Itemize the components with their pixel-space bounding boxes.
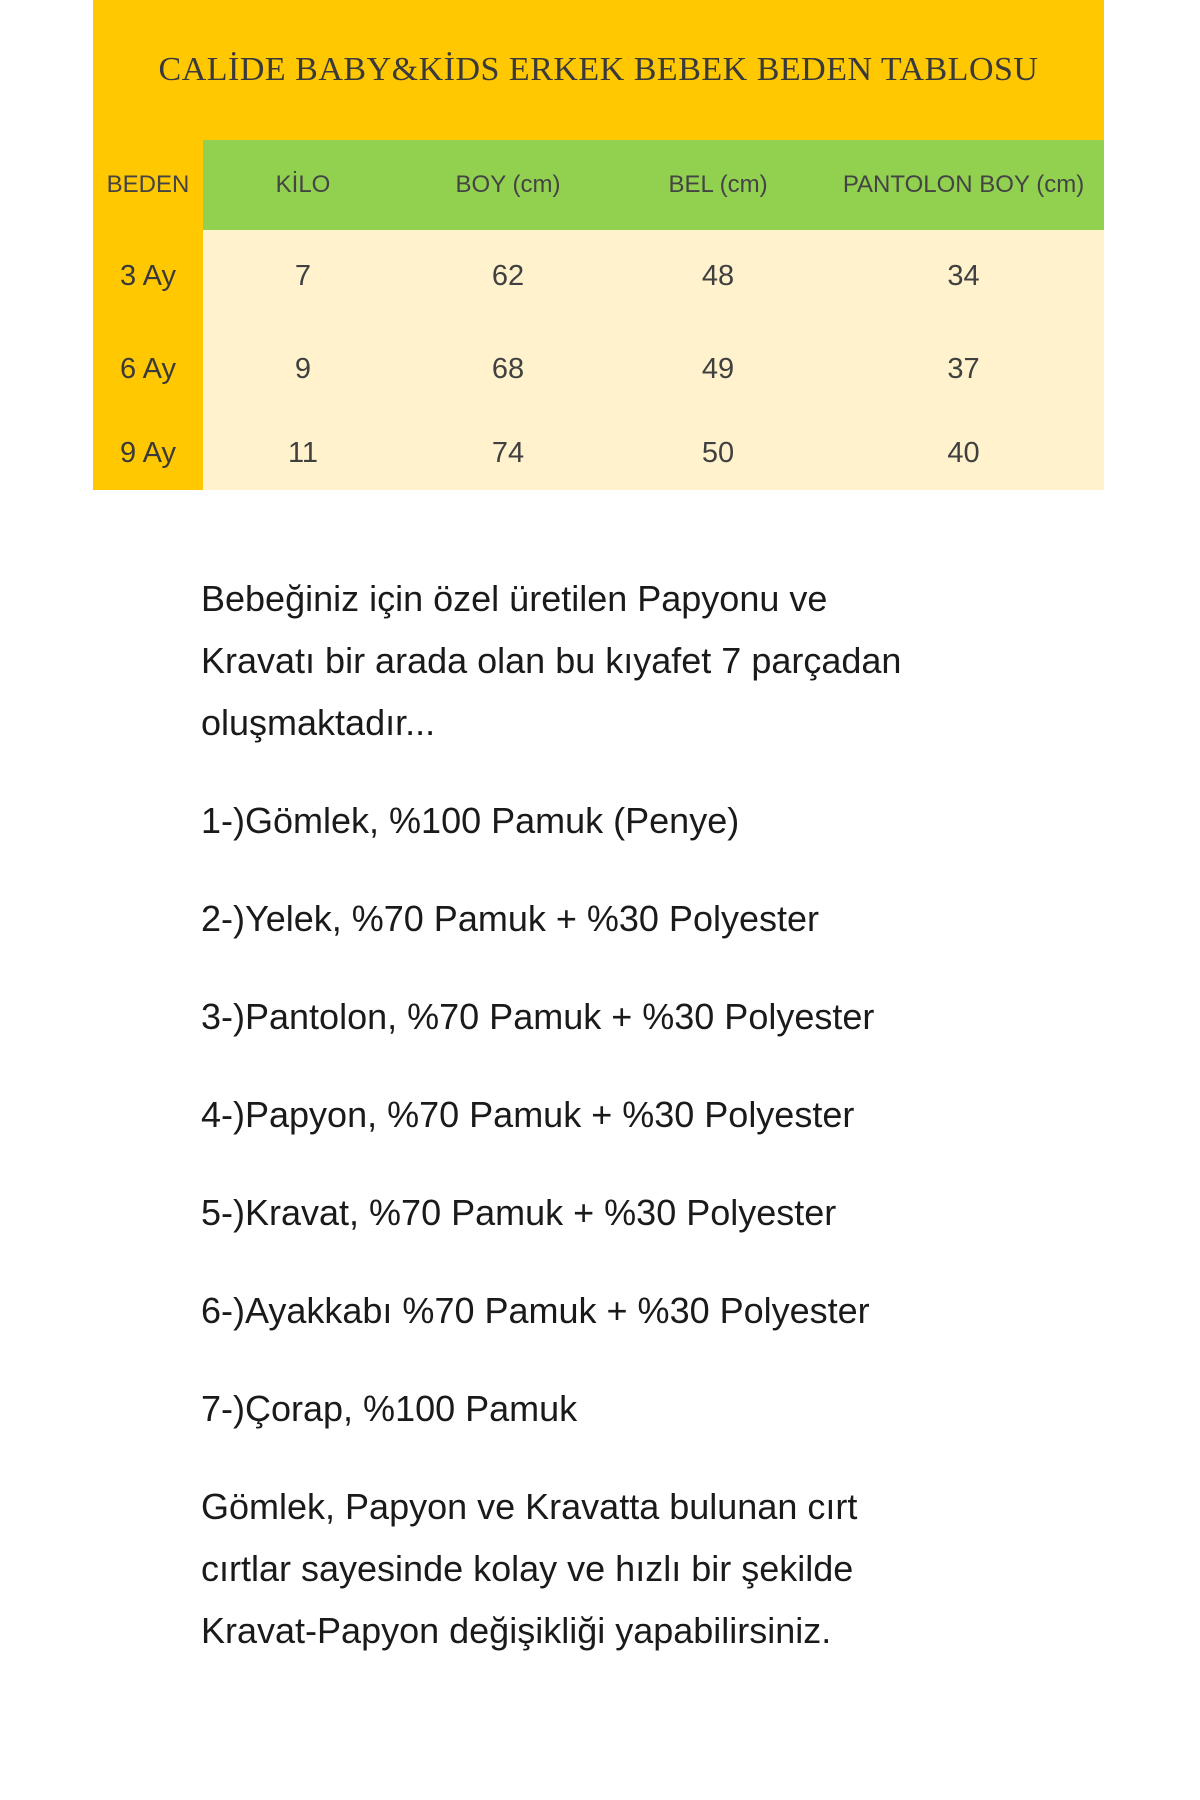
row-beden: 6 Ay (120, 353, 176, 385)
parts-list-item: 3-)Pantolon, %70 Pamuk + %30 Polyester (201, 996, 875, 1037)
row-pantolon-boy: 37 (947, 353, 980, 385)
parts-list-item: 1-)Gömlek, %100 Pamuk (Penye) (201, 800, 740, 841)
parts-list-item: 7-)Çorap, %100 Pamuk (201, 1388, 578, 1429)
row-kilo: 11 (287, 436, 319, 469)
parts-list-item: 4-)Papyon, %70 Pamuk + %30 Polyester (201, 1094, 855, 1135)
outro-line: cırtlar sayesinde kolay ve hızlı bir şekilde (201, 1548, 854, 1589)
row-boy: 74 (491, 436, 525, 469)
intro-line: Kravatı bir arada olan bu kıyafet 7 parçadan (201, 640, 902, 681)
parts-list-item: 2-)Yelek, %70 Pamuk + %30 Polyester (201, 898, 819, 939)
row-beden: 9 Ay (120, 436, 176, 469)
row-pantolon-boy: 34 (947, 260, 980, 292)
parts-list (201, 790, 1101, 1440)
intro-line: oluşmaktadır... (201, 702, 436, 743)
header-kilo: KİLO (275, 171, 331, 198)
row-bel: 50 (701, 436, 735, 469)
row-boy: 62 (491, 260, 525, 292)
outro-line: Gömlek, Papyon ve Kravatta bulunan cırt (201, 1486, 858, 1527)
row-kilo: 9 (294, 353, 312, 385)
row-kilo: 7 (294, 260, 312, 292)
row-boy: 68 (491, 353, 525, 385)
parts-list-item: 6-)Ayakkabı %70 Pamuk + %30 Polyester (201, 1290, 870, 1331)
row-bel: 49 (701, 353, 735, 385)
table-title: CALİDE BABY&KİDS ERKEK BEBEK BEDEN TABLOSU (93, 0, 1104, 140)
outro-line: Kravat-Papyon değişikliği yapabilirsiniz. (201, 1610, 832, 1651)
outro-paragraph (201, 1476, 1101, 1662)
header-boy: BOY (cm) (455, 171, 561, 198)
product-description (201, 568, 1101, 1698)
intro-line: Bebeğiniz için özel üretilen Papyonu ve (201, 578, 828, 619)
parts-list-item: 5-)Kravat, %70 Pamuk + %30 Polyester (201, 1192, 837, 1233)
header-pantolon-boy: PANTOLON BOY (cm) (842, 171, 1085, 198)
header-beden: BEDEN (106, 171, 190, 198)
size-table (93, 0, 1104, 490)
header-bel: BEL (cm) (668, 171, 768, 198)
intro-paragraph (201, 568, 1101, 754)
row-bel: 48 (701, 260, 735, 292)
row-pantolon-boy: 40 (947, 436, 980, 469)
row-beden: 3 Ay (120, 260, 176, 292)
